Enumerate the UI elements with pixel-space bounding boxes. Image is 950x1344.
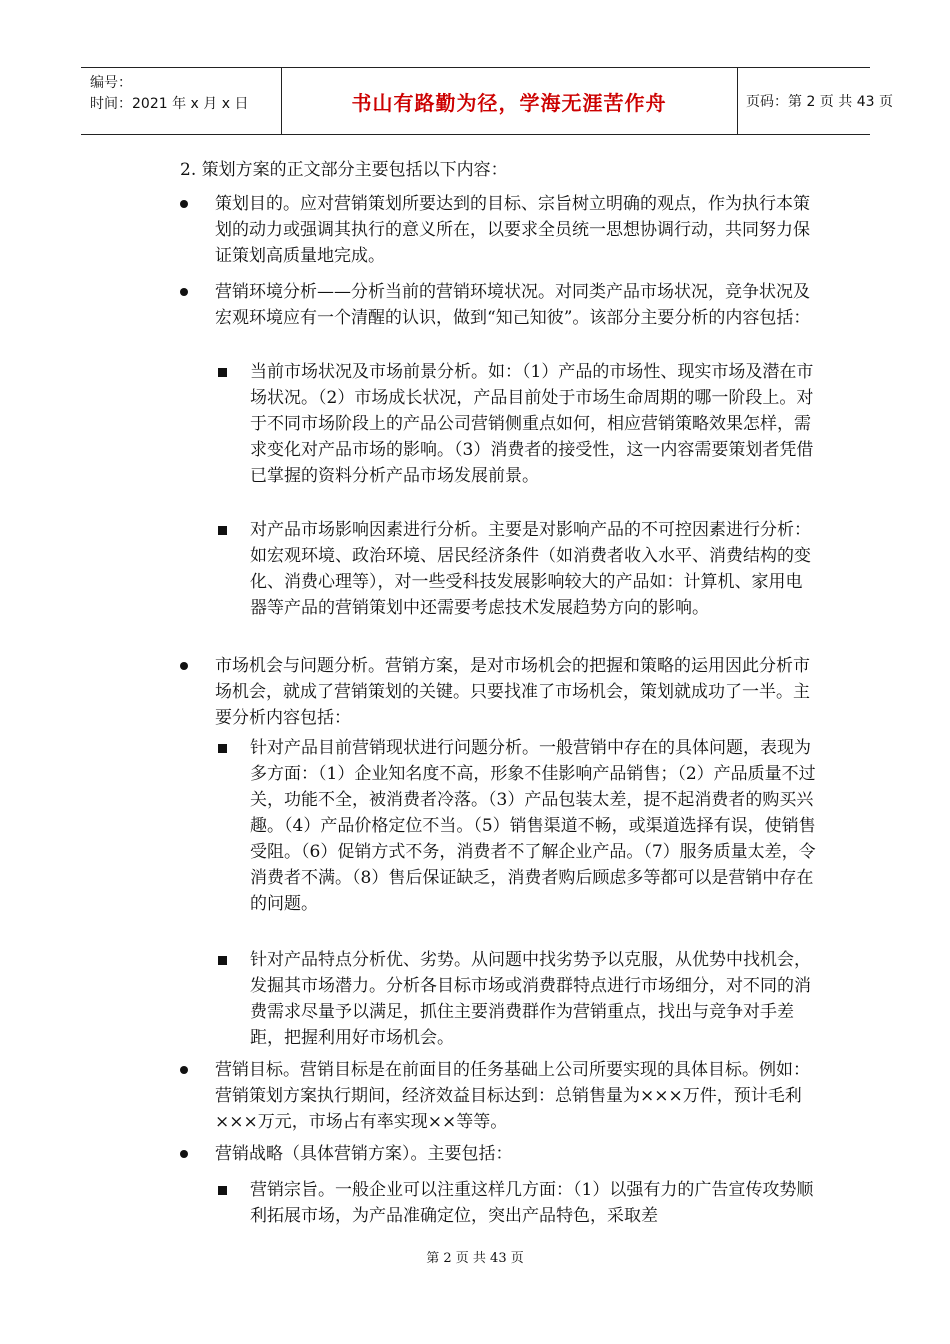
bullet-square-icon bbox=[218, 526, 227, 535]
sub-bullet-item: 当前市场状况及市场前景分析。如：（1）产品的市场性、现实市场及潜在市场状况。（2）市场成长状况，产品目前处于市场生命周期的哪一阶段上。对于不同市场阶段上的产品公司营销侧重点如何，相应营销策略效果怎样，需求变化对产品市场的影响。（3）消费者的接受性，这一内容需要策划者凭借已掌握的资料分析产品市场发展前景。 bbox=[250, 362, 814, 486]
bullet-square-icon bbox=[218, 368, 227, 377]
bullet-item: 营销战略（具体营销方案）。主要包括： bbox=[215, 1144, 513, 1164]
bullet-dot-icon bbox=[180, 662, 188, 670]
header-motto-cell bbox=[281, 68, 738, 134]
bullet-square-icon bbox=[218, 744, 227, 753]
header-motto: 书山有路勤为径，学海无涯苦作舟 bbox=[351, 90, 667, 115]
bullet-item: 策划目的。应对营销策划所要达到的目标、宗旨树立明确的观点，作为执行本策划的动力或强调其执行的意义所在，以要求全员统一思想协调行动，共同努力保证策划高质量地完成。 bbox=[215, 194, 810, 266]
sub-bullet-item: 对产品市场影响因素进行分析。主要是对影响产品的不可控因素进行分析：如宏观环境、政治环境、居民经济条件（如消费者收入水平、消费结构的变化、消费心理等），对一些受科技发展影响较大的产品如：计算机、家用电器等产品的营销策划中还需要考虑技术发展趋势方向的影响。 bbox=[250, 520, 811, 618]
bullet-item: 营销环境分析——分析当前的营销环境状况。对同类产品市场状况，竞争状况及宏观环境应有一个清醒的认识，做到“知己知彼”。该部分主要分析的内容包括： bbox=[215, 282, 811, 328]
bullet-square-icon bbox=[218, 956, 227, 965]
bullet-square-icon bbox=[218, 1186, 227, 1195]
bullet-item: 市场机会与问题分析。营销方案，是对市场机会的把握和策略的运用因此分析市场机会，就成了营销策划的关键。只要找准了市场机会，策划就成功了一半。主要分析内容包括： bbox=[215, 656, 810, 728]
sub-bullet-item: 针对产品特点分析优、劣势。从问题中找劣势予以克服，从优势中找机会，发掘其市场潜力。分析各目标市场或消费群特点进行市场细分，对不同的消费需求尽量予以满足，抓住主要消费群作为营销重点，找出与竞争对手差距，把握利用好市场机会。 bbox=[250, 950, 811, 1048]
document-time-label: 时间：2021 年 x 月 x 日 bbox=[90, 96, 249, 112]
document-number-label: 编号： bbox=[90, 75, 132, 91]
bullet-item: 营销目标。营销目标是在前面目的任务基础上公司所要实现的具体目标。例如：营销策划方案执行期间，经济效益目标达到：总销售量为×××万件，预计毛利×××万元，市场占有率实现××等等。 bbox=[215, 1060, 810, 1132]
bullet-dot-icon bbox=[180, 1066, 188, 1074]
header-meta-cell bbox=[81, 68, 282, 134]
header-page-info: 页码：第 2 页 共 43 页 bbox=[746, 94, 893, 110]
bullet-dot-icon bbox=[180, 1150, 188, 1158]
sub-bullet-item: 营销宗旨。一般企业可以注重这样几方面：（1）以强有力的广告宣传攻势顺利拓展市场，为产品准确定位，突出产品特色，采取差 bbox=[250, 1180, 814, 1226]
header-page-cell bbox=[737, 68, 893, 134]
sub-bullet-item: 针对产品目前营销现状进行问题分析。一般营销中存在的具体问题，表现为多方面：（1）企业知名度不高，形象不佳影响产品销售；（2）产品质量不过关，功能不全，被消费者冷落。（3）产品包装太差，提不起消费者的购买兴趣。（4）产品价格定位不当。（5）销售渠道不畅，或渠道选择有误，使销售受阻。（6）促销方式不务，消费者不了解企业产品。（7）服务质量太差，令消费者不满。（8）售后保证缺乏，消费者购后顾虑多等都可以是营销中存在的问题。 bbox=[250, 738, 816, 914]
bullet-dot-icon bbox=[180, 288, 188, 296]
intro-paragraph: 2. 策划方案的正文部分主要包括以下内容： bbox=[180, 160, 508, 180]
page-footer: 第 2 页 共 43 页 bbox=[426, 1251, 524, 1266]
bullet-dot-icon bbox=[180, 200, 188, 208]
page-header bbox=[81, 67, 893, 135]
